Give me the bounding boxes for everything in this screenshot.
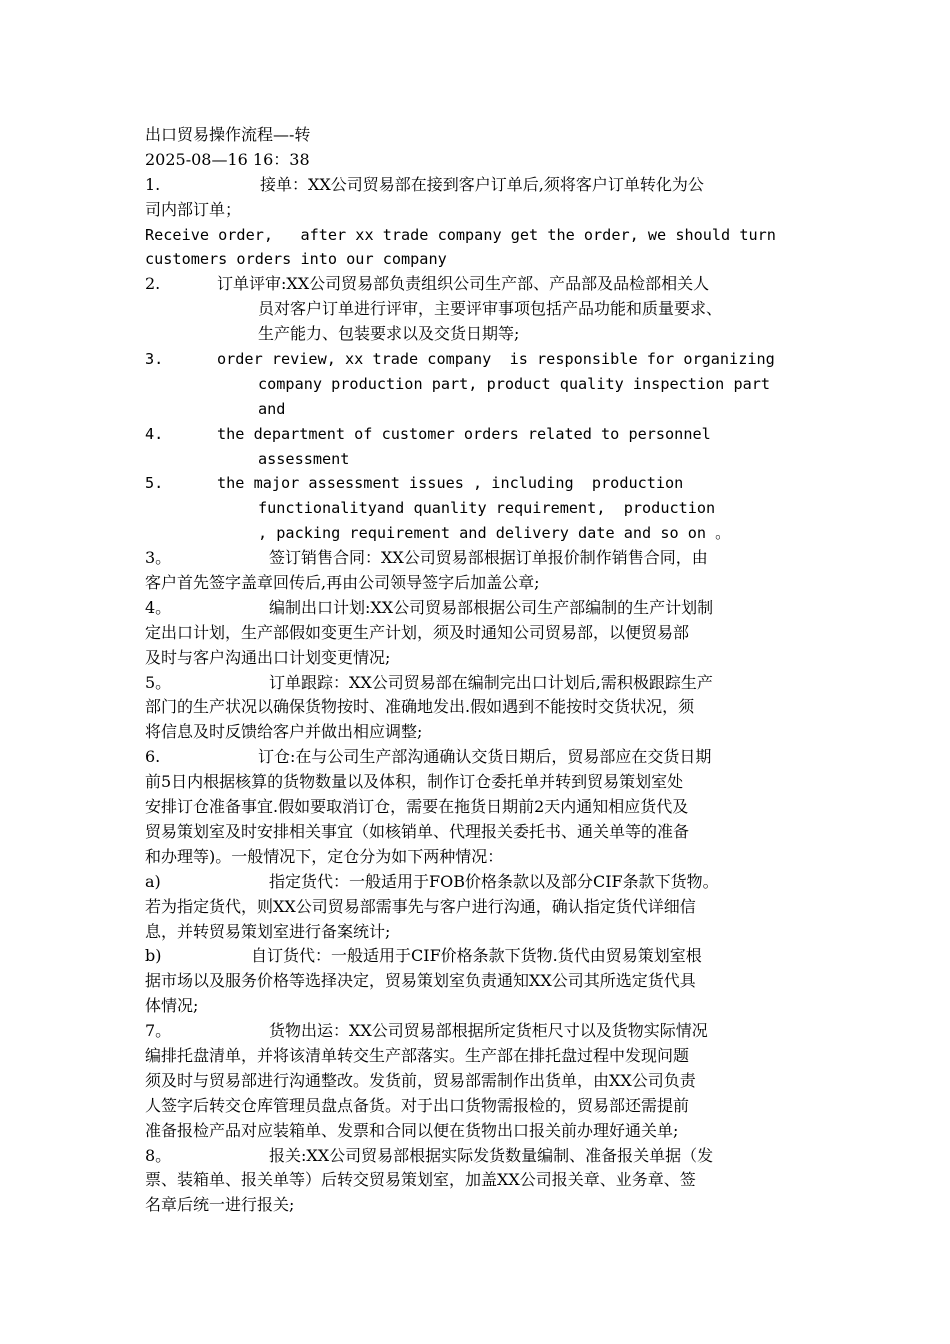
step-text-en: company production part, product quality inspection part (258, 374, 771, 393)
step-text-cont: 及时与客户沟通出口计划变更情况; (145, 647, 391, 667)
step-number: 5。 (145, 672, 172, 692)
step-b (145, 944, 810, 969)
step-en-5 (145, 471, 810, 496)
step-5 (145, 671, 810, 696)
step-number: b) (145, 946, 162, 966)
step-text-en: customers orders into our company (145, 250, 447, 269)
step-text-cont: 部门的生产状况以确保货物按时、准确地发出.假如遇到不能按时交货状况，须 (145, 697, 695, 717)
step-text: 签订销售合同：XX公司贸易部根据订单报价制作销售合同，由 (269, 548, 708, 568)
step-text-en: and (258, 399, 286, 418)
step-text-cont: 票、装箱单、报关单等）后转交贸易策划室，加盖XX公司报关章、业务章、签 (145, 1170, 696, 1190)
step-text-cont: 将信息及时反馈给客户并做出相应调整; (145, 722, 423, 742)
step-3 (145, 546, 810, 571)
step-text-en: assessment (258, 449, 350, 468)
step-en-3 (145, 347, 810, 372)
step-en-4 (145, 422, 810, 447)
step-a (145, 870, 810, 895)
step-number: 7。 (145, 1021, 172, 1041)
step-text: 编制出口计划:XX公司贸易部根据公司生产部编制的生产计划制 (269, 597, 714, 617)
step-text: 货物出运：XX公司贸易部根据所定货柜尺寸以及货物实际情况 (269, 1021, 708, 1041)
document-page (145, 123, 810, 1218)
step-text-en: , packing requirement and delivery date and so on 。 (258, 524, 731, 543)
step-number: 4。 (145, 597, 172, 617)
step-2 (145, 272, 810, 297)
step-text: 指定货代：一般适用于FOB价格条款以及部分CIF条款下货物。 (269, 871, 719, 891)
step-number: 4. (145, 424, 164, 443)
step-text-en: order review, xx trade company is responsible for organizing (217, 350, 775, 369)
step-number: a) (145, 871, 161, 891)
step-text-cont: 安排订仓准备事宜.假如要取消订仓，需要在拖货日期前2天内通知相应货代及 (145, 797, 689, 817)
step-text: 报关:XX公司贸易部根据实际发货数量编制、准备报关单据（发 (269, 1145, 714, 1165)
step-8 (145, 1144, 810, 1169)
step-text-cont: 客户首先签字盖章回传后,再由公司领导签字后加盖公章; (145, 573, 540, 593)
step-text-cont: 和办理等)。一般情况下，定仓分为如下两种情况： (145, 846, 504, 866)
step-text-cont: 须及时与贸易部进行沟通整改。发货前，贸易部需制作出货单，由XX公司负责 (145, 1070, 696, 1090)
step-1 (145, 173, 810, 198)
step-text-cont: 生产能力、包装要求以及交货日期等; (258, 324, 520, 344)
step-text: 自订货代：一般适用于CIF价格条款下货物.货代由贸易策划室根 (251, 946, 702, 966)
step-number: 5. (145, 474, 164, 493)
step-text: 订单评审:XX公司贸易部负责组织公司生产部、产品部及品检部相关人 (217, 274, 710, 294)
step-text-en: Receive order, after xx trade company get the order, we should turn (145, 225, 776, 244)
step-text-cont: 贸易策划室及时安排相关事宜（如核销单、代理报关委托书、通关单等的准备 (145, 821, 690, 841)
step-text-en: the major assessment issues , including production (217, 474, 684, 493)
step-number: 8。 (145, 1145, 172, 1165)
step-text-cont: 据市场以及服务价格等选择决定，贸易策划室负责通知XX公司其所选定货代具 (145, 971, 696, 991)
step-number: 6. (145, 747, 161, 767)
step-text: 订仓:在与公司生产部沟通确认交货日期后，贸易部应在交货日期 (258, 747, 712, 767)
step-text-cont: 体情况; (145, 996, 199, 1016)
step-text-cont: 息，并转贸易策划室进行备案统计; (145, 921, 391, 941)
step-text: 订单跟踪：XX公司贸易部在编制完出口计划后,需积极跟踪生产 (269, 672, 713, 692)
step-number: 1. (145, 174, 161, 194)
step-6 (145, 745, 810, 770)
document-date: 2025-08—16 16：38 (145, 149, 310, 169)
step-number: 2. (145, 274, 161, 294)
step-number: 3。 (145, 548, 172, 568)
step-text-en: functionalityand quanlity requirement, production (258, 499, 716, 518)
step-text-cont: 定出口计划，生产部假如变更生产计划，须及时通知公司贸易部，以便贸易部 (145, 622, 690, 642)
step-4 (145, 596, 810, 621)
step-text-cont: 名章后统一进行报关; (145, 1195, 295, 1215)
step-text-cont: 人签字后转交仓库管理员盘点备货。对于出口货物需报检的，贸易部还需提前 (145, 1095, 690, 1115)
step-text-cont: 员对客户订单进行评审，主要评审事项包括产品功能和质量要求、 (258, 299, 723, 319)
step-text-cont: 若为指定货代，则XX公司贸易部需事先与客户进行沟通，确认指定货代详细信 (145, 896, 696, 916)
document-title: 出口贸易操作流程—-转 (145, 125, 311, 144)
step-7 (145, 1019, 810, 1044)
step-text: 接单：XX公司贸易部在接到客户订单后,须将客户订单转化为公 (260, 174, 704, 194)
step-text-en: the department of customer orders related to personnel (217, 424, 711, 443)
step-text-cont: 准备报检产品对应装箱单、发票和合同以便在货物出口报关前办理好通关单; (145, 1120, 679, 1140)
step-number: 3. (145, 350, 164, 369)
step-text-cont: 前5日内根据核算的货物数量以及体积，制作订仓委托单并转到贸易策划室处 (145, 772, 684, 792)
step-text-cont: 司内部订单； (145, 199, 242, 219)
step-text-cont: 编排托盘清单，并将该清单转交生产部落实。生产部在排托盘过程中发现问题 (145, 1045, 690, 1065)
